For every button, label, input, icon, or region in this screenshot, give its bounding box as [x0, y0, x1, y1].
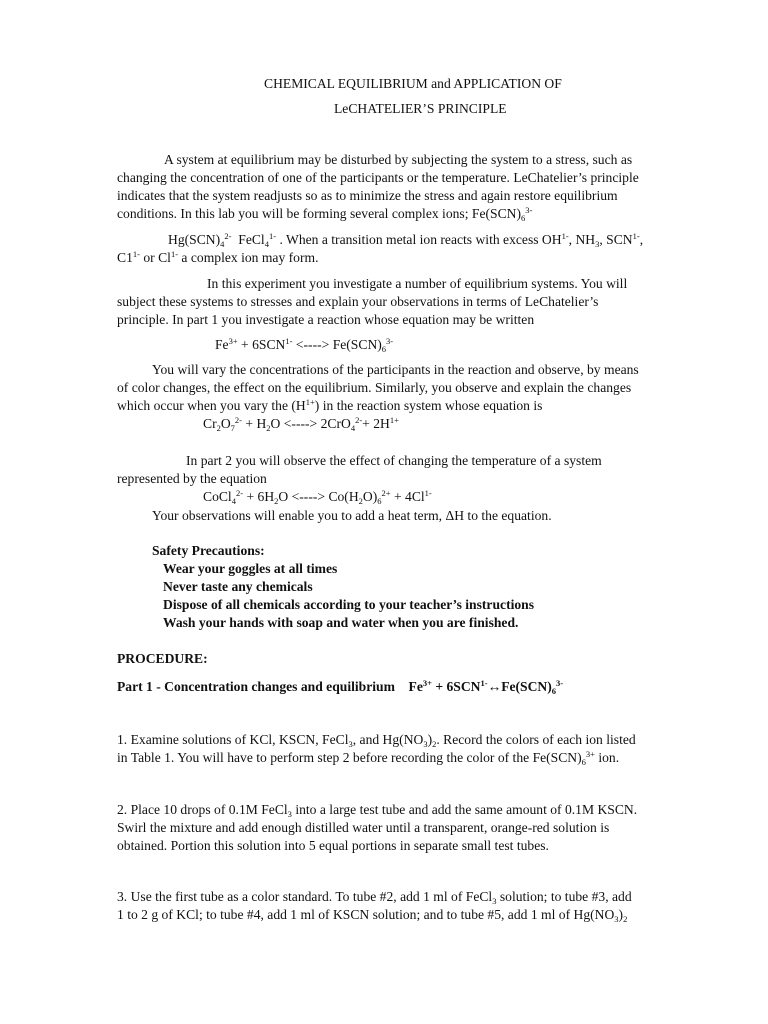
intro-p4-line-2: represented by the equation: [117, 471, 267, 486]
intro-p3-line-2: of color changes, the effect on the equilibrium. Similarly, you observe and explain the changes: [117, 380, 632, 395]
title-line-1: CHEMICAL EQUILIBRIUM and APPLICATION OF: [264, 76, 562, 91]
intro-p2-line-2: subject these systems to stresses and explain your observations in terms of LeChatelier’s: [117, 294, 599, 309]
intro-p4-line-1: In part 2 you will observe the effect of changing the temperature of a system: [186, 453, 602, 468]
intro-p2-line-1: In this experiment you investigate a number of equilibrium systems. You will: [207, 276, 628, 291]
safety-item: Wash your hands with soap and water when you are finished.: [163, 615, 519, 630]
intro-p1-line-2: changing the concentration of one of the participants or the temperature. LeChatelier’s principle: [117, 170, 639, 185]
equation-1: $Fe^{3+} + 6SCN^{1-}$ <----> $Fe(SCN)_6^{3-}$: [215, 336, 394, 354]
step-1-line-2: in Table 1. You will have to perform step 2 before recording the color of the $Fe(SCN)_6^{3+}$ ion.: [117, 749, 620, 767]
intro-p1-line-6: $C1^{1-}$ or $Cl^{1-}$ a complex ion may form.: [117, 249, 319, 265]
step-2-line-1: 2. Place 10 drops of 0.1M FeCl$_3$ into a large test tube and add the same amount of 0.1M KSCN.: [117, 802, 638, 819]
intro-p3-line-3: which occur when you vary the $(H^{1+})$ in the reaction system whose equation is: [117, 397, 543, 413]
step-1-line-1: 1. Examine solutions of KCl, KSCN, FeCl$_3$, and $Hg(NO_3)_2$. Record the colors of each ion listed: [117, 732, 636, 749]
step-3-line-2: 1 to 2 g of KCl; to tube #4, add 1 ml of KSCN solution; and to tube #5, add 1 ml of $Hg(NO_3)_2$: [117, 907, 628, 924]
part-1-heading: Part 1 - Concentration changes and equilibrium $Fe^{3+}$ + $6SCN^{1-}\leftrightarrow Fe(SCN)_6^{3-}$: [117, 678, 564, 696]
procedure-heading: PROCEDURE:: [117, 651, 208, 666]
safety-heading: Safety Precautions:: [152, 543, 265, 558]
safety-item: Dispose of all chemicals according to your teacher’s instructions: [163, 597, 535, 612]
intro-p1-line-4: conditions. In this lab you will be forming several complex ions; $Fe(SCN)_6^{3-}$: [117, 205, 533, 223]
step-2-line-2: Swirl the mixture and add enough distilled water until a transparent, orange-red solution is: [117, 820, 610, 835]
equation-3: CoCl$_4^{2-}$ + $6H_2O$ <----> $Co(H_2O)_6^{2+} + 4Cl^{1-}$: [203, 488, 432, 506]
safety-item: Never taste any chemicals: [163, 579, 313, 594]
equation-2: $Cr_2O_7^{2-} + H_2O$ <----> $2CrO_4^{2-}+ 2H^{1+}$: [203, 415, 399, 433]
intro-p5: Your observations will enable you to add a heat term, ΔH to the equation.: [152, 508, 552, 523]
intro-p3-line-1: You will vary the concentrations of the participants in the reaction and observe, by means: [152, 362, 639, 377]
intro-p1-line-3: indicates that the system readjusts so as to minimize the stress and again restore equilibrium: [117, 188, 618, 203]
step-2-line-3: obtained. Portion this solution into 5 equal portions in separate small test tubes.: [117, 838, 549, 853]
safety-item: Wear your goggles at all times: [163, 561, 338, 576]
intro-p2-line-3: principle. In part 1 you investigate a reaction whose equation may be written: [117, 312, 535, 327]
intro-p1-line-1: A system at equilibrium may be disturbed by subjecting the system to a stress, such as: [164, 152, 633, 167]
title-line-2: LeCHATELIER’S PRINCIPLE: [334, 101, 507, 116]
intro-p1-line-5: $Hg(SCN)_4^{2-}$ FeCl$_4^{1-}$ . When a transition metal ion reacts with excess $OH^{1-}$, $NH_3$, $SCN^{1-}$,: [168, 231, 644, 249]
step-3-line-1: 3. Use the first tube as a color standard. To tube #2, add 1 ml of FeCl$_3$ solution; to tube #3, add: [117, 889, 632, 906]
